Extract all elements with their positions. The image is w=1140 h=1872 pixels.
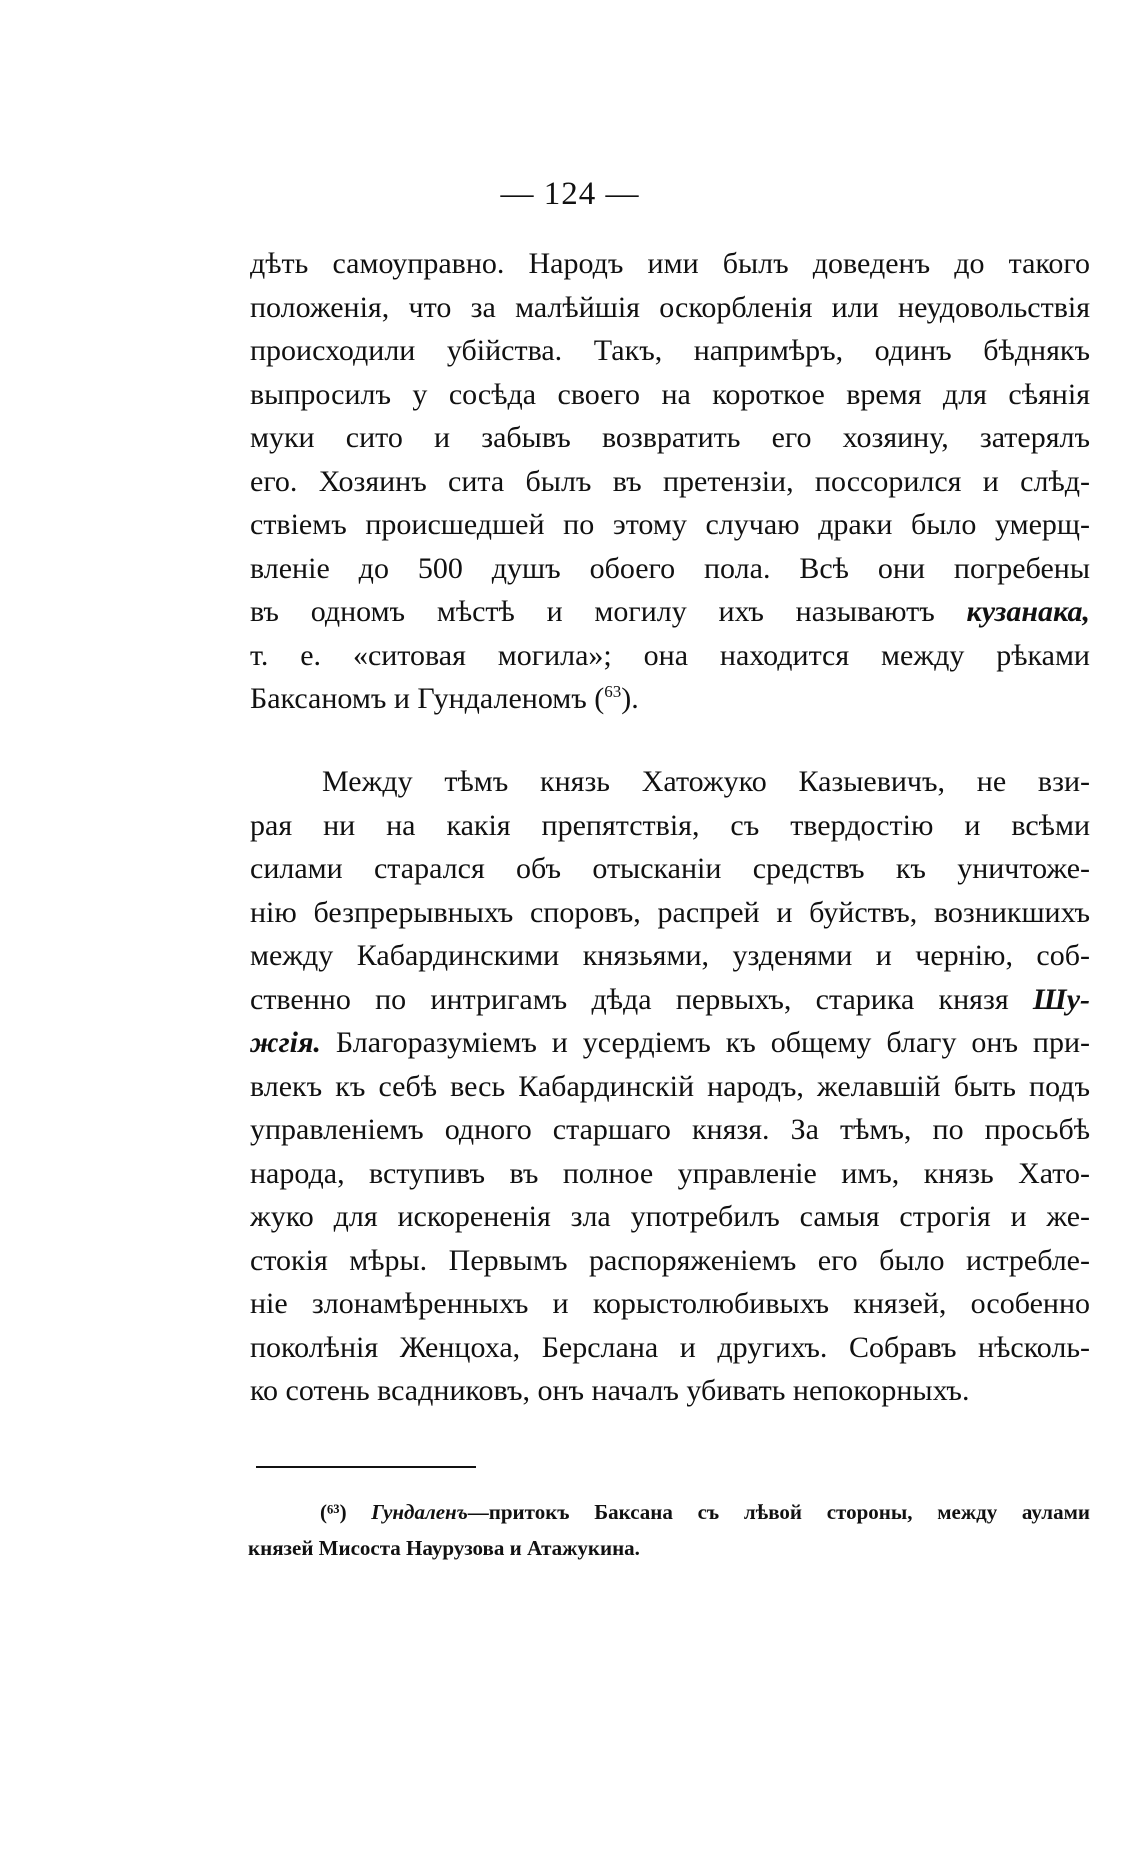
text-line: между Кабардинскими князьями, узденями и чернію, соб- <box>250 939 1090 972</box>
text-line: ніе злонамѣренныхъ и корыстолюбивыхъ князей, особенно <box>250 1287 1090 1320</box>
text-line: нію безпрерывныхъ споровъ, распрей и буйствъ, возникшихъ <box>250 895 1090 929</box>
italic-name: Шу- <box>1032 982 1090 1016</box>
text-line: влекъ къ себѣ весь Кабардинскій народъ, желавшій быть подъ <box>250 1069 1090 1103</box>
text-segment: —притокъ Баксана съ лѣвой стороны, между аулами <box>467 1500 1090 1524</box>
text-line: силами старался объ отысканіи средствъ къ уничтоже- <box>250 852 1090 885</box>
text-line: происходили убійства. Такъ, напримѣръ, одинъ бѣднякъ <box>250 334 1090 367</box>
text-line: поколѣнія Женцоха, Берслана и другихъ. Собравъ нѣсколь- <box>250 1330 1090 1364</box>
text-segment: Баксаномъ и Гундаленомъ ( <box>250 682 605 715</box>
footnote-term: Гундаленъ <box>371 1500 468 1524</box>
text-line: ствіемъ происшедшей по этому случаю драки было умерщ- <box>250 508 1090 541</box>
footnote-marker: (⁶³) <box>320 1500 347 1524</box>
text-segment: Благоразуміемъ и усердіемъ къ общему благу онъ при- <box>335 1026 1090 1059</box>
text-segment: ственно по интригамъ дѣда первыхъ, старика князя <box>250 982 1009 1016</box>
text-line: дѣть самоуправно. Народъ ими былъ доведенъ до такого <box>250 247 1090 280</box>
text-line: народа, вступивъ въ полное управленіе имъ, князь Хато- <box>250 1156 1090 1190</box>
italic-term: кузанака, <box>966 595 1090 628</box>
paragraph-1 <box>250 242 1090 721</box>
text-segment: въ одномъ мѣстѣ и могилу ихъ называютъ <box>250 595 935 628</box>
footnote-divider <box>256 1466 476 1468</box>
text-line: вленіе до 500 душъ обоего пола. Всѣ они погребены <box>250 551 1090 585</box>
text-segment: ). <box>621 682 639 715</box>
italic-name: жгія. <box>250 1026 321 1059</box>
text-line <box>250 1021 1090 1065</box>
footnote-line <box>320 1494 1090 1530</box>
text-line: управленіемъ одного старшаго князя. За тѣмъ, по просьбѣ <box>250 1113 1090 1146</box>
text-line: рая ни на какія препятствія, съ твердостію и всѣми <box>250 808 1090 842</box>
text-line: ко сотень всадниковъ, онъ началъ убивать непокорныхъ. <box>250 1374 970 1407</box>
text-line: Между тѣмъ князь Хатожуко Казыевичъ, не взи- <box>322 765 1090 798</box>
text-line: т. е. «ситовая могила»; она находится между рѣками <box>250 638 1090 672</box>
page-number: — 124 — <box>500 176 640 212</box>
text-line <box>250 677 1090 721</box>
text-line: муки сито и забывъ возвратить его хозяину, затерялъ <box>250 421 1090 454</box>
footnote-line: князей Мисоста Наурузова и Атажукина. <box>248 1536 640 1560</box>
footnote-reference: 63 <box>604 682 622 701</box>
text-line: положенія, что за малѣйшія оскорбленія или неудовольствія <box>250 290 1090 324</box>
footnote <box>248 1494 1090 1566</box>
text-line <box>250 978 1090 1022</box>
text-line <box>250 590 1090 634</box>
text-line: стокія мѣры. Первымъ распоряженіемъ его было истребле- <box>250 1243 1090 1277</box>
paragraph-2 <box>250 760 1090 1413</box>
text-line: выпросилъ у сосѣда своего на короткое время для сѣянія <box>250 377 1090 411</box>
text-line: его. Хозяинъ сита былъ въ претензіи, поссорился и слѣд- <box>250 464 1090 498</box>
text-line: жуко для искорененія зла употребилъ самыя строгія и же- <box>250 1200 1090 1233</box>
